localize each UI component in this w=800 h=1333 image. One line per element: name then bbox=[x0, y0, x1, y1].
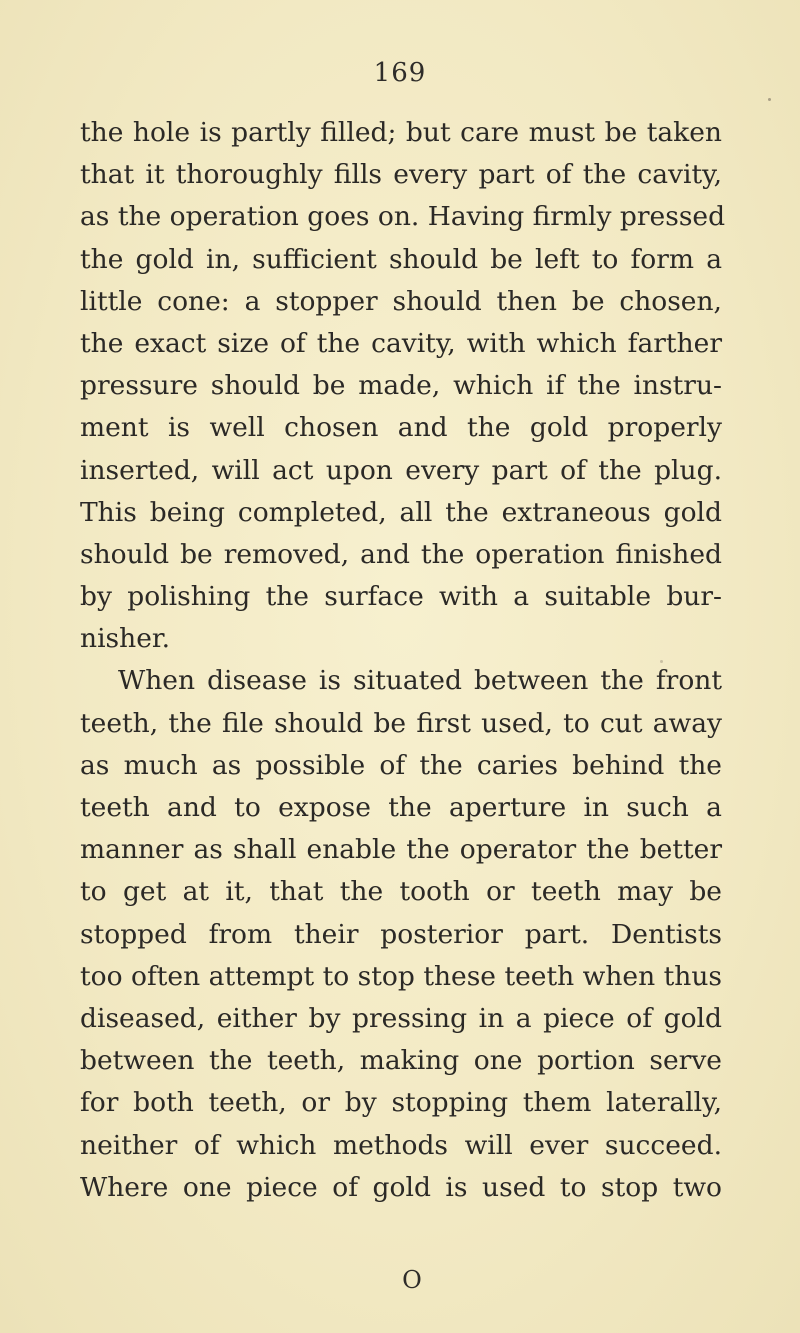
page-number: 169 bbox=[373, 58, 427, 88]
text-line: as the operation goes on. Having firmly pressed bbox=[80, 201, 726, 233]
text-line: pressure should be made, which if the instru- bbox=[80, 370, 722, 402]
paper-speck bbox=[768, 98, 771, 101]
text-line: as much as possible of the caries behind the bbox=[80, 749, 722, 781]
text-line: nisher. bbox=[80, 623, 171, 655]
text-line: diseased, either by pressing in a piece of gold bbox=[80, 1002, 722, 1034]
text-line: manner as shall enable the operator the better bbox=[80, 834, 722, 866]
paragraph-start-line: When disease is situated between the front bbox=[118, 665, 722, 697]
text-line: to get at it, that the tooth or teeth may be bbox=[80, 876, 722, 908]
text-line: for both teeth, or by stopping them laterally, bbox=[80, 1087, 722, 1119]
text-line: by polishing the surface with a suitable bur- bbox=[80, 581, 722, 613]
text-line: ment is well chosen and the gold properly bbox=[80, 412, 722, 444]
signature-mark: O bbox=[402, 1266, 422, 1294]
text-line: teeth, the file should be first used, to cut away bbox=[80, 707, 722, 739]
text-line: should be removed, and the operation finished bbox=[80, 538, 722, 570]
text-line: too often attempt to stop these teeth when thus bbox=[80, 960, 722, 992]
text-line: the gold in, sufficient should be left to form a bbox=[80, 243, 722, 275]
text-line: Where one piece of gold is used to stop two bbox=[80, 1171, 722, 1203]
text-line: This being completed, all the extraneous gold bbox=[80, 496, 722, 528]
text-line: little cone: a stopper should then be chosen, bbox=[80, 285, 722, 317]
text-line: the hole is partly filled; but care must be taken bbox=[80, 117, 722, 148]
text-line: teeth and to expose the aperture in such a bbox=[80, 792, 722, 823]
text-line: stopped from their posterior part. Dentists bbox=[80, 918, 722, 950]
text-line: neither of which methods will ever succeed. bbox=[80, 1129, 722, 1161]
body-text bbox=[80, 112, 726, 1209]
text-line: between the teeth, making one portion serve bbox=[80, 1045, 722, 1077]
text-line: inserted, will act upon every part of the plug. bbox=[80, 454, 722, 486]
paper-speck bbox=[660, 660, 663, 663]
text-line: the exact size of the cavity, with which farther bbox=[80, 327, 722, 359]
text-line: that it thoroughly fills every part of the cavity, bbox=[80, 159, 722, 191]
